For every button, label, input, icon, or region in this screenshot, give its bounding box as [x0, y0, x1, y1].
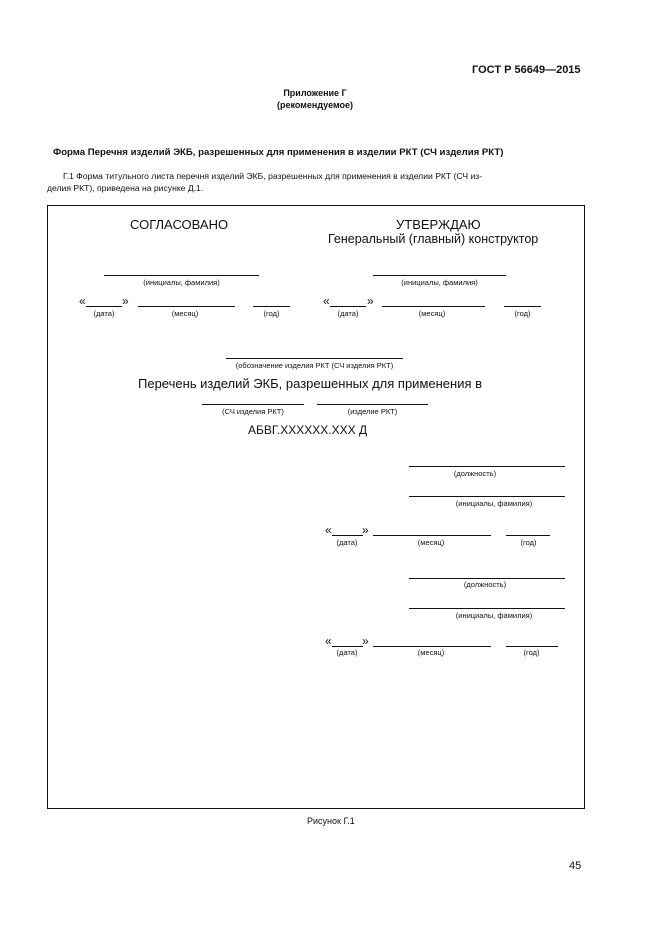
signer1-year-line — [506, 535, 550, 536]
approve-year-caption: (год) — [514, 309, 531, 318]
agreed-initials-line — [104, 275, 259, 276]
agreed-initials-caption: (инициалы, фамилия) — [143, 278, 220, 287]
signer1-position-caption: (должность) — [453, 469, 497, 478]
agreed-year-line — [253, 306, 290, 307]
product-designation-line — [226, 358, 403, 359]
paragraph-line-2: делия РКТ), приведена на рисунке Д.1. — [47, 183, 204, 193]
signer2-month-caption: (месяц) — [417, 648, 445, 657]
signer2-quote-close: » — [362, 634, 369, 648]
signer2-position-caption: (должность) — [463, 580, 507, 589]
appendix-status: (рекомендуемое) — [277, 100, 353, 110]
signer1-month-line — [373, 535, 491, 536]
signer2-month-line — [373, 646, 491, 647]
agreed-quote-close: » — [122, 294, 129, 308]
signer1-month-caption: (месяц) — [417, 538, 445, 547]
figure-caption: Рисунок Г.1 — [307, 816, 355, 826]
agreed-year-caption: (год) — [263, 309, 280, 318]
agreed-heading: СОГЛАСОВАНО — [130, 217, 229, 232]
signer1-initials-caption: (инициалы, фамилия) — [455, 499, 533, 508]
signer1-date-caption: (дата) — [336, 538, 358, 547]
approve-year-line — [504, 306, 541, 307]
component-caption: (СЧ изделия РКТ) — [222, 407, 284, 416]
signer1-position-line — [409, 466, 565, 467]
approve-quote-close: » — [367, 294, 374, 308]
paragraph-line-1: Г.1 Форма титульного листа перечня изделий ЭКБ, разрешенных для применения в изделии РКТ (СЧ из- — [63, 171, 483, 181]
approve-month-line — [382, 306, 485, 307]
approve-initials-line — [373, 275, 506, 276]
signer2-date-caption: (дата) — [336, 648, 358, 657]
approve-initials-caption: (инициалы, фамилия) — [401, 278, 478, 287]
document-code: АБВГ.XXXXXX.XXX Д — [248, 423, 368, 437]
signer1-year-caption: (год) — [520, 538, 537, 547]
approve-heading: УТВЕРЖДАЮ — [396, 217, 481, 232]
approve-quote-open: « — [323, 294, 330, 308]
agreed-quote-open: « — [79, 294, 86, 308]
signer2-year-caption: (год) — [523, 648, 540, 657]
signer2-quote-open: « — [325, 634, 332, 648]
signer1-day-line — [332, 535, 363, 536]
signer2-position-line — [409, 578, 565, 579]
list-title: Перечень изделий ЭКБ, разрешенных для применения в — [138, 376, 483, 391]
approve-date-caption: (дата) — [337, 309, 359, 318]
signer1-quote-close: » — [362, 523, 369, 537]
signer2-initials-caption: (инициалы, фамилия) — [455, 611, 533, 620]
signer2-day-line — [332, 646, 363, 647]
product-designation-caption: (обозначение изделия РКТ (СЧ изделия РКТ) — [235, 361, 394, 370]
page-number: 45 — [569, 860, 582, 872]
approve-month-caption: (месяц) — [418, 309, 446, 318]
standard-number: ГОСТ Р 56649—2015 — [472, 64, 581, 76]
agreed-date-caption: (дата) — [93, 309, 115, 318]
agreed-month-line — [138, 306, 235, 307]
signer1-initials-line — [409, 496, 565, 497]
component-line — [202, 404, 304, 405]
signer2-year-line — [506, 646, 558, 647]
agreed-month-caption: (месяц) — [171, 309, 199, 318]
product-line — [317, 404, 428, 405]
appendix-title: Приложение Г — [283, 88, 347, 98]
signer1-quote-open: « — [325, 523, 332, 537]
signer2-initials-line — [409, 608, 565, 609]
agreed-day-line — [86, 306, 122, 307]
approver-title: Генеральный (главный) конструктор — [328, 232, 539, 246]
product-caption: (изделие РКТ) — [347, 407, 398, 416]
section-title: Форма Перечня изделий ЭКБ, разрешенных для применения в изделии РКТ (СЧ изделия РКТ) — [53, 147, 504, 158]
approve-day-line — [330, 306, 366, 307]
